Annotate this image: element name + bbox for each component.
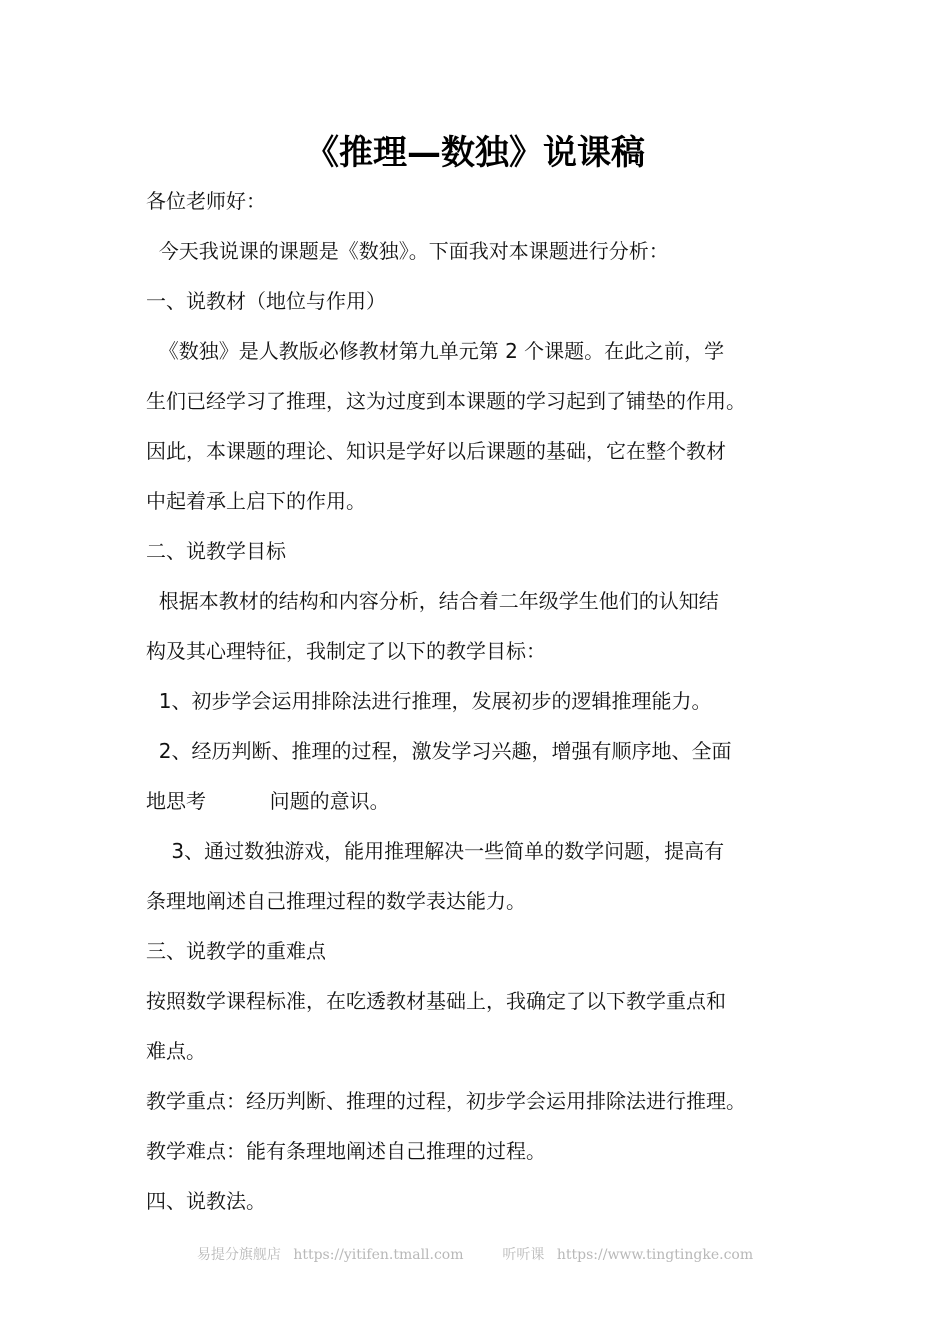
intro-line: 今天我说课的课题是《数独》。下面我对本课题进行分析： <box>146 239 669 263</box>
goal-item-3-continued: 条理地阐述自己推理过程的数学表达能力。 <box>146 889 526 913</box>
paragraph-line: 根据本教材的结构和内容分析，结合着二年级学生他们的认知结 <box>146 589 719 613</box>
footer-site-name: 听听课 <box>502 1247 545 1263</box>
document-title: 《推理—数独》说课稿 <box>305 133 645 173</box>
paragraph-line: 生们已经学习了推理，这为过度到本课题的学习起到了铺垫的作用。 <box>146 389 746 413</box>
goal-item-3: 3、通过数独游戏，能用推理解决一些简单的数学问题，提高有 <box>146 839 725 863</box>
section-heading-4: 四、说教法。 <box>146 1189 266 1213</box>
page-footer-watermark <box>0 1243 950 1267</box>
footer-site-url[interactable]: https://www.tingtingke.com <box>556 1247 754 1263</box>
section-heading-2: 二、说教学目标 <box>146 539 286 563</box>
footer-store-url[interactable]: https://yitifen.tmall.com <box>293 1247 464 1263</box>
teaching-difficulty: 教学难点：能有条理地阐述自己推理的过程。 <box>146 1139 546 1163</box>
paragraph-line: 中起着承上启下的作用。 <box>146 489 366 513</box>
greeting-line: 各位老师好： <box>146 189 266 213</box>
paragraph-line: 《数独》是人教版必修教材第九单元第 2 个课题。在此之前，学 <box>146 339 725 363</box>
footer-store-name: 易提分旗舰店 <box>196 1247 281 1263</box>
paragraph-line: 难点。 <box>146 1039 206 1063</box>
goal-item-2-continued: 地思考 问题的意识。 <box>146 789 390 813</box>
paragraph-line: 因此，本课题的理论、知识是学好以后课题的基础，它在整个教材 <box>146 439 726 463</box>
goal-item-2: 2、经历判断、推理的过程，激发学习兴趣，增强有顺序地、全面 <box>146 739 732 763</box>
paragraph-line: 构及其心理特征，我制定了以下的教学目标： <box>146 639 546 663</box>
teaching-key-point: 教学重点：经历判断、推理的过程，初步学会运用排除法进行推理。 <box>146 1089 746 1113</box>
goal-item-1: 1、初步学会运用排除法进行推理，发展初步的逻辑推理能力。 <box>146 689 712 713</box>
paragraph-line: 按照数学课程标准，在吃透教材基础上，我确定了以下教学重点和 <box>146 989 726 1013</box>
section-heading-3: 三、说教学的重难点 <box>146 939 326 963</box>
section-heading-1: 一、说教材（地位与作用） <box>146 289 386 313</box>
